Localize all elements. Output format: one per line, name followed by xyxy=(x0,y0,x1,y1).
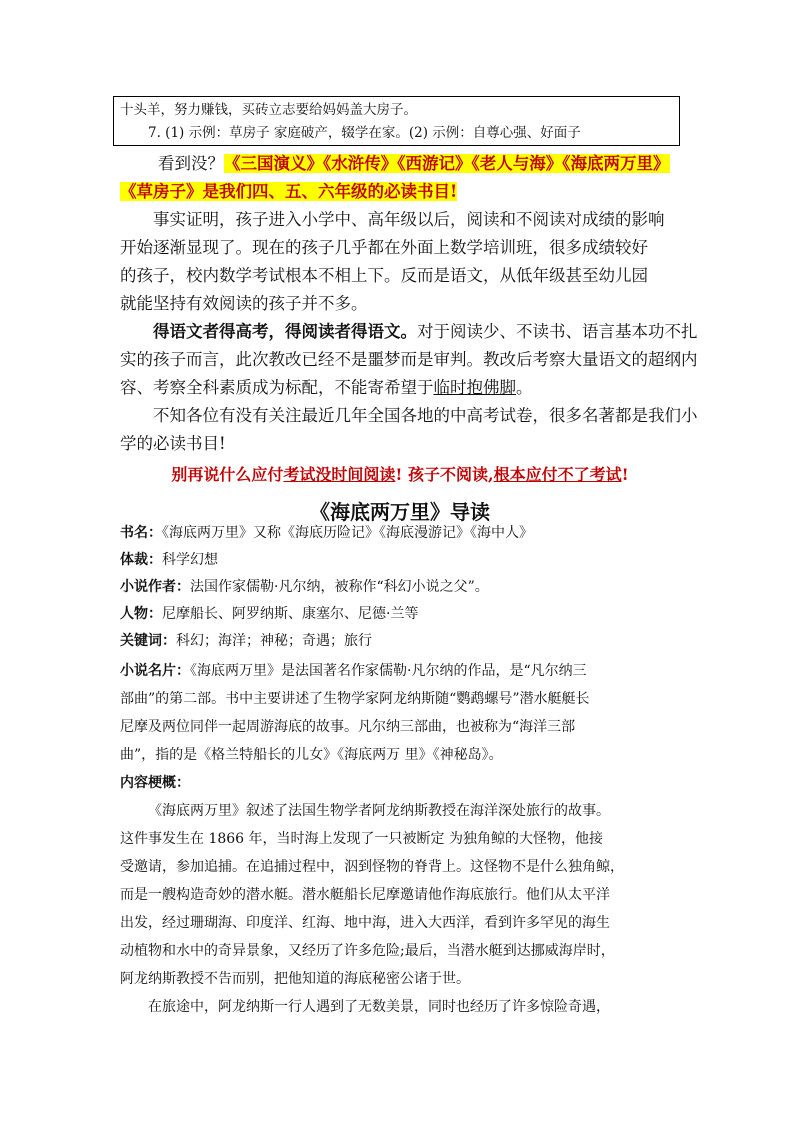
meta-book-key: 书名： xyxy=(120,525,162,541)
summary-para2-line-1: 在旅途中，阿龙纳斯一行人遇到了无数美景，同时也经历了许多惊险奇遇， xyxy=(148,999,610,1015)
red-title-underlined-1: 考试没时间阅读 xyxy=(283,465,396,484)
meta-genre-val: 科学幻想 xyxy=(162,552,218,568)
para2-line-1 xyxy=(120,318,698,346)
meta-keywords-val: 科幻；海洋；神秘；奇遇；旅行 xyxy=(176,633,372,649)
red-title-underlined-2: 根本应付不了考试 xyxy=(493,465,622,484)
para1-line-4: 就能坚持有效阅读的孩子并不多。 xyxy=(120,294,368,313)
card-line-1 xyxy=(120,658,680,684)
intro-line-1 xyxy=(120,150,680,178)
book-list-highlight-2: 《草房子》是我们四、五、六年级的必读书目! xyxy=(120,182,458,201)
card-key: 小说名片： xyxy=(120,663,190,679)
card-line-4: 曲”，指的是《格兰特船长的儿女》《海底两万 里》《神秘岛》。 xyxy=(120,747,503,763)
meta-book-name xyxy=(120,520,680,546)
intro-lead: 看到没？ xyxy=(158,154,224,173)
card-line-3: 尼摩及两位同伴一起周游海底的故事。凡尔纳三部曲，也被称为“海洋三部 xyxy=(120,719,576,735)
answer-box xyxy=(113,96,680,146)
summary-heading xyxy=(120,770,680,796)
meta-keywords xyxy=(120,628,680,654)
book-list-highlight-1: 《三国演义》《水浒传》《西游记》《老人与海》《海底两万里》 xyxy=(224,154,670,173)
meta-keywords-key: 关键词： xyxy=(120,633,176,649)
meta-book-val: 《海底两万里》又称《海底历险记》《海底漫游记》《海中人》 xyxy=(162,525,533,541)
red-title-pre: 别再说什么应付 xyxy=(171,465,284,484)
meta-characters-key: 人物： xyxy=(120,606,162,622)
meta-genre-key: 体裁： xyxy=(120,552,162,568)
para2-line-3-post: 。 xyxy=(516,378,533,397)
summary-line-4: 而是一艘构造奇妙的潜水艇。潜水艇船长尼摩邀请他作海底旅行。他们从太平洋 xyxy=(120,887,610,903)
meta-author xyxy=(120,574,680,600)
summary-line-1: 《海底两万里》叙述了法国生物学者阿龙纳斯教授在海洋深处旅行的故事。 xyxy=(148,803,610,819)
para2-bold-lead: 得语文者得高考，得阅读者得语文。 xyxy=(153,322,417,341)
card-line-1-text: 《海底两万里》是法国著名作家儒勒·凡尔纳的作品，是“凡尔纳三 xyxy=(190,663,587,679)
meta-genre xyxy=(120,547,680,573)
red-title-post: ! xyxy=(621,465,629,484)
summary-line-5: 出发，经过珊瑚海、印度洋、红海、地中海，进入大西洋，看到许多罕见的海生 xyxy=(120,915,610,931)
summary-line-6: 动植物和水中的奇异景象，又经历了许多危险;最后，当潜水艇到达挪威海岸时， xyxy=(120,943,615,959)
summary-line-7: 阿龙纳斯教授不告而别，把他知道的海底秘密公诸于世。 xyxy=(120,971,470,987)
meta-author-val: 法国作家儒勒·凡尔纳，被称作“科幻小说之父”。 xyxy=(190,579,489,595)
para2-underlined-phrase: 临时抱佛脚 xyxy=(433,378,516,397)
para2-line-1-rest: 对于阅读少、不读书、语言基本功不扎 xyxy=(417,322,698,341)
red-title-mid: ! 孩子不阅读, xyxy=(395,465,494,484)
answer-line-1: 十头羊，努力赚钱，买砖立志要给妈妈盖大房子。 xyxy=(120,102,417,118)
para3-line-1: 不知各位有没有关注最近几年全国各地的中高考试卷，很多名著都是我们小 xyxy=(153,406,698,425)
meta-characters-val: 尼摩船长、阿罗纳斯、康塞尔、尼德·兰等 xyxy=(162,606,419,622)
para2-line-3 xyxy=(120,374,680,402)
intro-line-2 xyxy=(120,178,680,206)
meta-author-key: 小说作者： xyxy=(120,579,190,595)
summary-key: 内容梗概： xyxy=(120,775,190,791)
para3-line-2: 学的必读书目! xyxy=(120,434,226,453)
para2-line-3-pre: 容、考察全科素质成为标配，不能寄希望于 xyxy=(120,378,434,397)
para2-line-2: 实的孩子而言，此次教改已经不是噩梦而是审判。教改后考察大量语文的超纲内 xyxy=(120,350,698,369)
summary-line-3: 受邀请，参加追捕。在追捕过程中，泅到怪物的脊背上。这怪物不是什么独角鲸， xyxy=(120,859,624,875)
para1-line-1: 事实证明，孩子进入小学中、高年级以后，阅读和不阅读对成绩的影响 xyxy=(153,210,665,229)
summary-line-2: 这件事发生在 1866 年，当时海上发现了一只被断定 为独角鲸的大怪物，他接 xyxy=(120,831,603,847)
answer-line-2: 7. (1) 示例：草房子 家庭破产，辍学在家。(2) 示例：自尊心强、好面子 xyxy=(148,125,581,141)
para1-line-2: 开始逐渐显现了。现在的孩子几乎都在外面上数学培训班，很多成绩较好 xyxy=(120,238,648,257)
card-line-2: 部曲”的第二部。书中主要讲述了生物学家阿龙纳斯随“鹦鹉螺号”潜水艇艇长 xyxy=(120,691,590,707)
red-warning-title xyxy=(120,462,680,485)
meta-characters xyxy=(120,601,680,627)
para1-line-3: 的孩子，校内数学考试根本不相上下。反而是语文，从低年级甚至幼儿园 xyxy=(120,266,648,285)
guide-title: 《海底两万里》导读 xyxy=(310,500,490,524)
